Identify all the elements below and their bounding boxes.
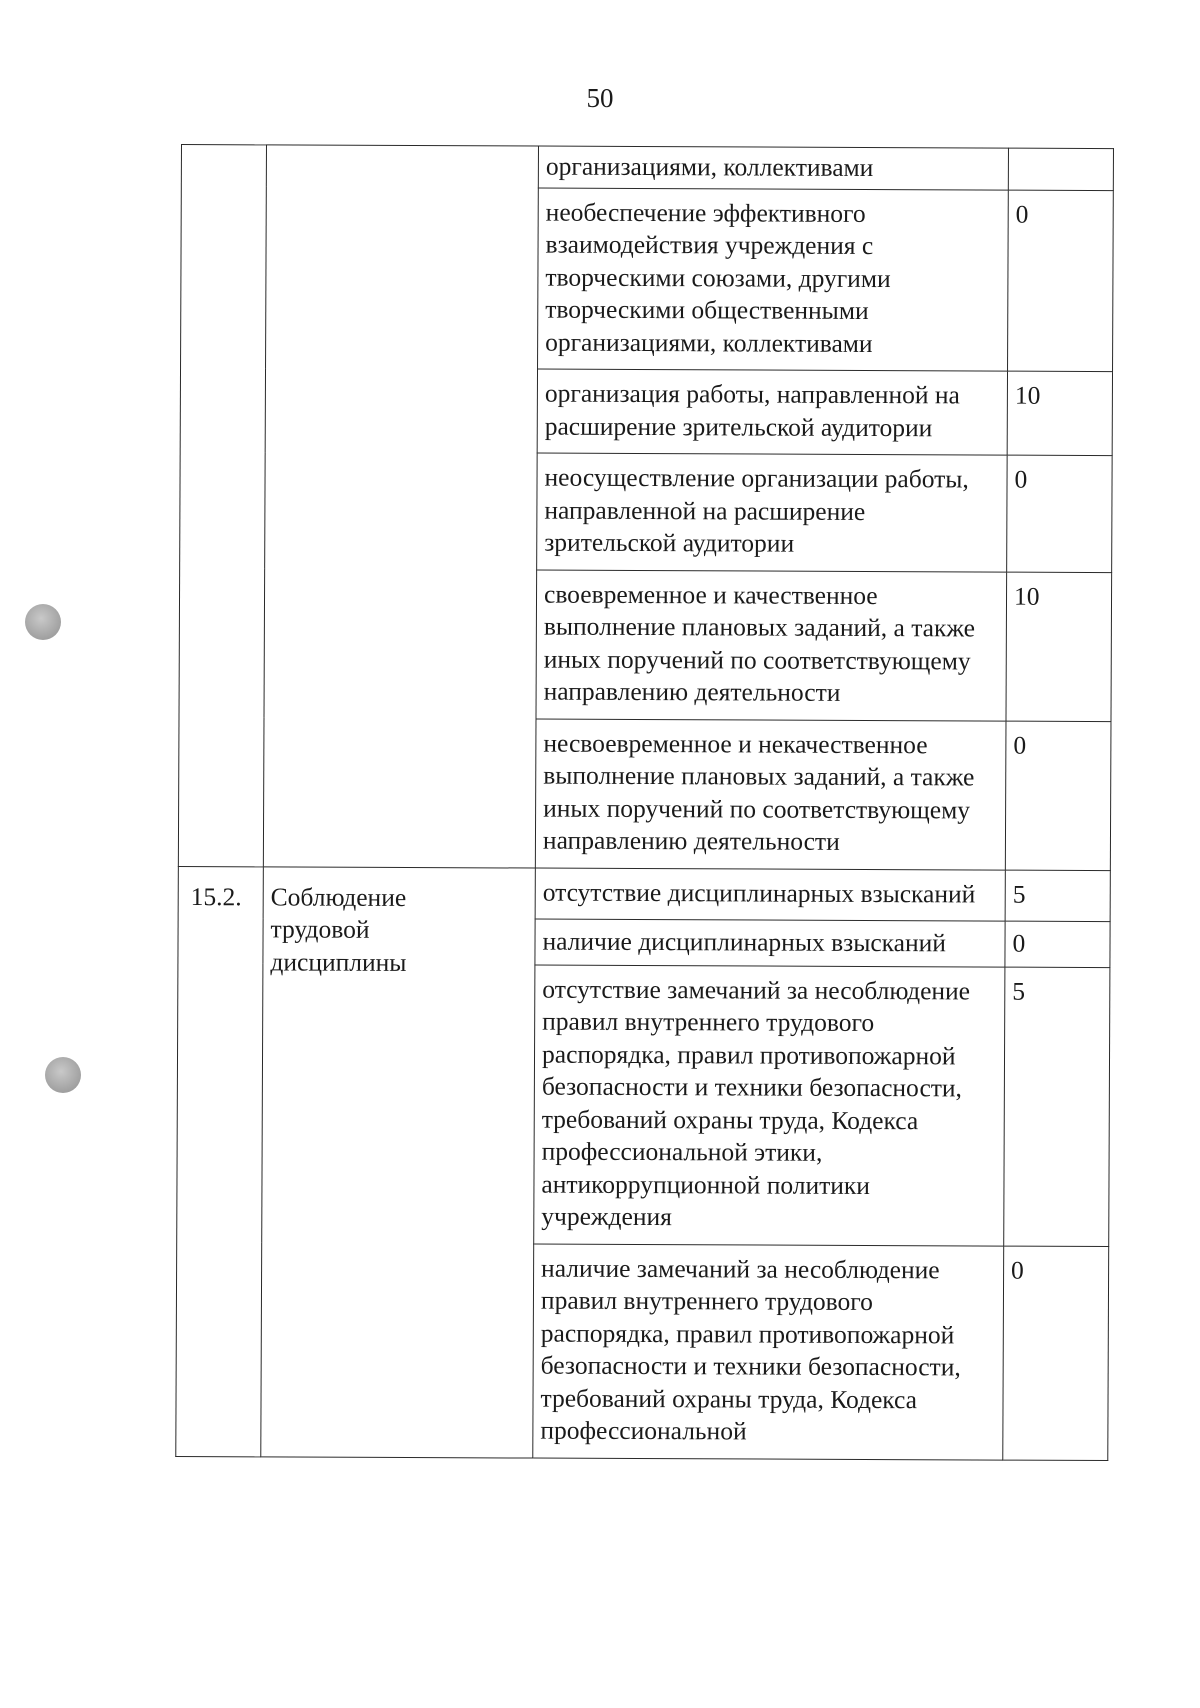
criterion-score: 0	[1003, 1246, 1109, 1460]
page-number: 50	[586, 83, 614, 113]
item-number-cell	[178, 145, 266, 867]
criterion-score: 5	[1004, 967, 1110, 1246]
criterion-description: отсутствие замечаний за несоблюдение правил внутреннего трудового распорядка, правил противопожарной безопасности и техники безопасности, требований охраны труда, Кодекса профессиональной этики, антикоррупционной политики учреждения	[534, 965, 1005, 1246]
table-row	[181, 145, 1113, 191]
criterion-description: организация работы, направленной на расширение зрительской аудитории	[537, 369, 1007, 455]
table-row	[178, 866, 1110, 922]
criterion-score: 0	[1008, 190, 1114, 372]
criteria-table	[175, 144, 1114, 1461]
criterion-score: 0	[1005, 721, 1111, 870]
criterion-score: 0	[1005, 921, 1110, 967]
criterion-description: отсутствие дисциплинарных взысканий	[535, 868, 1005, 922]
criterion-score: 10	[1006, 572, 1112, 721]
criterion-description: своевременное и качественное выполнение плановых заданий, а также иных поручений по соответствующему направлению деятельности	[536, 570, 1007, 721]
criterion-score: 0	[1007, 455, 1113, 572]
criterion-description: несвоевременное и некачественное выполнение плановых заданий, а также иных поручений по соответствующему направлению деятельности	[535, 719, 1006, 870]
criterion-score: 10	[1007, 371, 1112, 455]
punch-hole	[25, 604, 61, 640]
criterion-description: наличие дисциплинарных взысканий	[535, 919, 1005, 967]
criterion-description: неосуществление организации работы, направленной на расширение зрительской аудитории	[537, 453, 1008, 572]
criterion-description: наличие замечаний за несоблюдение правил внутреннего трудового распорядка, правил противопожарной безопасности и техники безопасности, требований охраны труда, Кодекса профессиональной	[533, 1244, 1004, 1460]
criterion-score	[1008, 148, 1113, 190]
criterion-description: необеспечение эффективного взаимодействия учреждения с творческими союзами, другими творческими общественными организациями, коллективами	[538, 188, 1009, 372]
section-number: 15.2.	[176, 866, 264, 1456]
criterion-description: организациями, коллективами	[538, 146, 1008, 190]
section-name: Соблюдение трудовой дисциплины	[261, 866, 536, 1457]
item-name-cell	[263, 145, 538, 868]
criterion-score: 5	[1005, 870, 1110, 922]
punch-hole	[45, 1057, 81, 1093]
